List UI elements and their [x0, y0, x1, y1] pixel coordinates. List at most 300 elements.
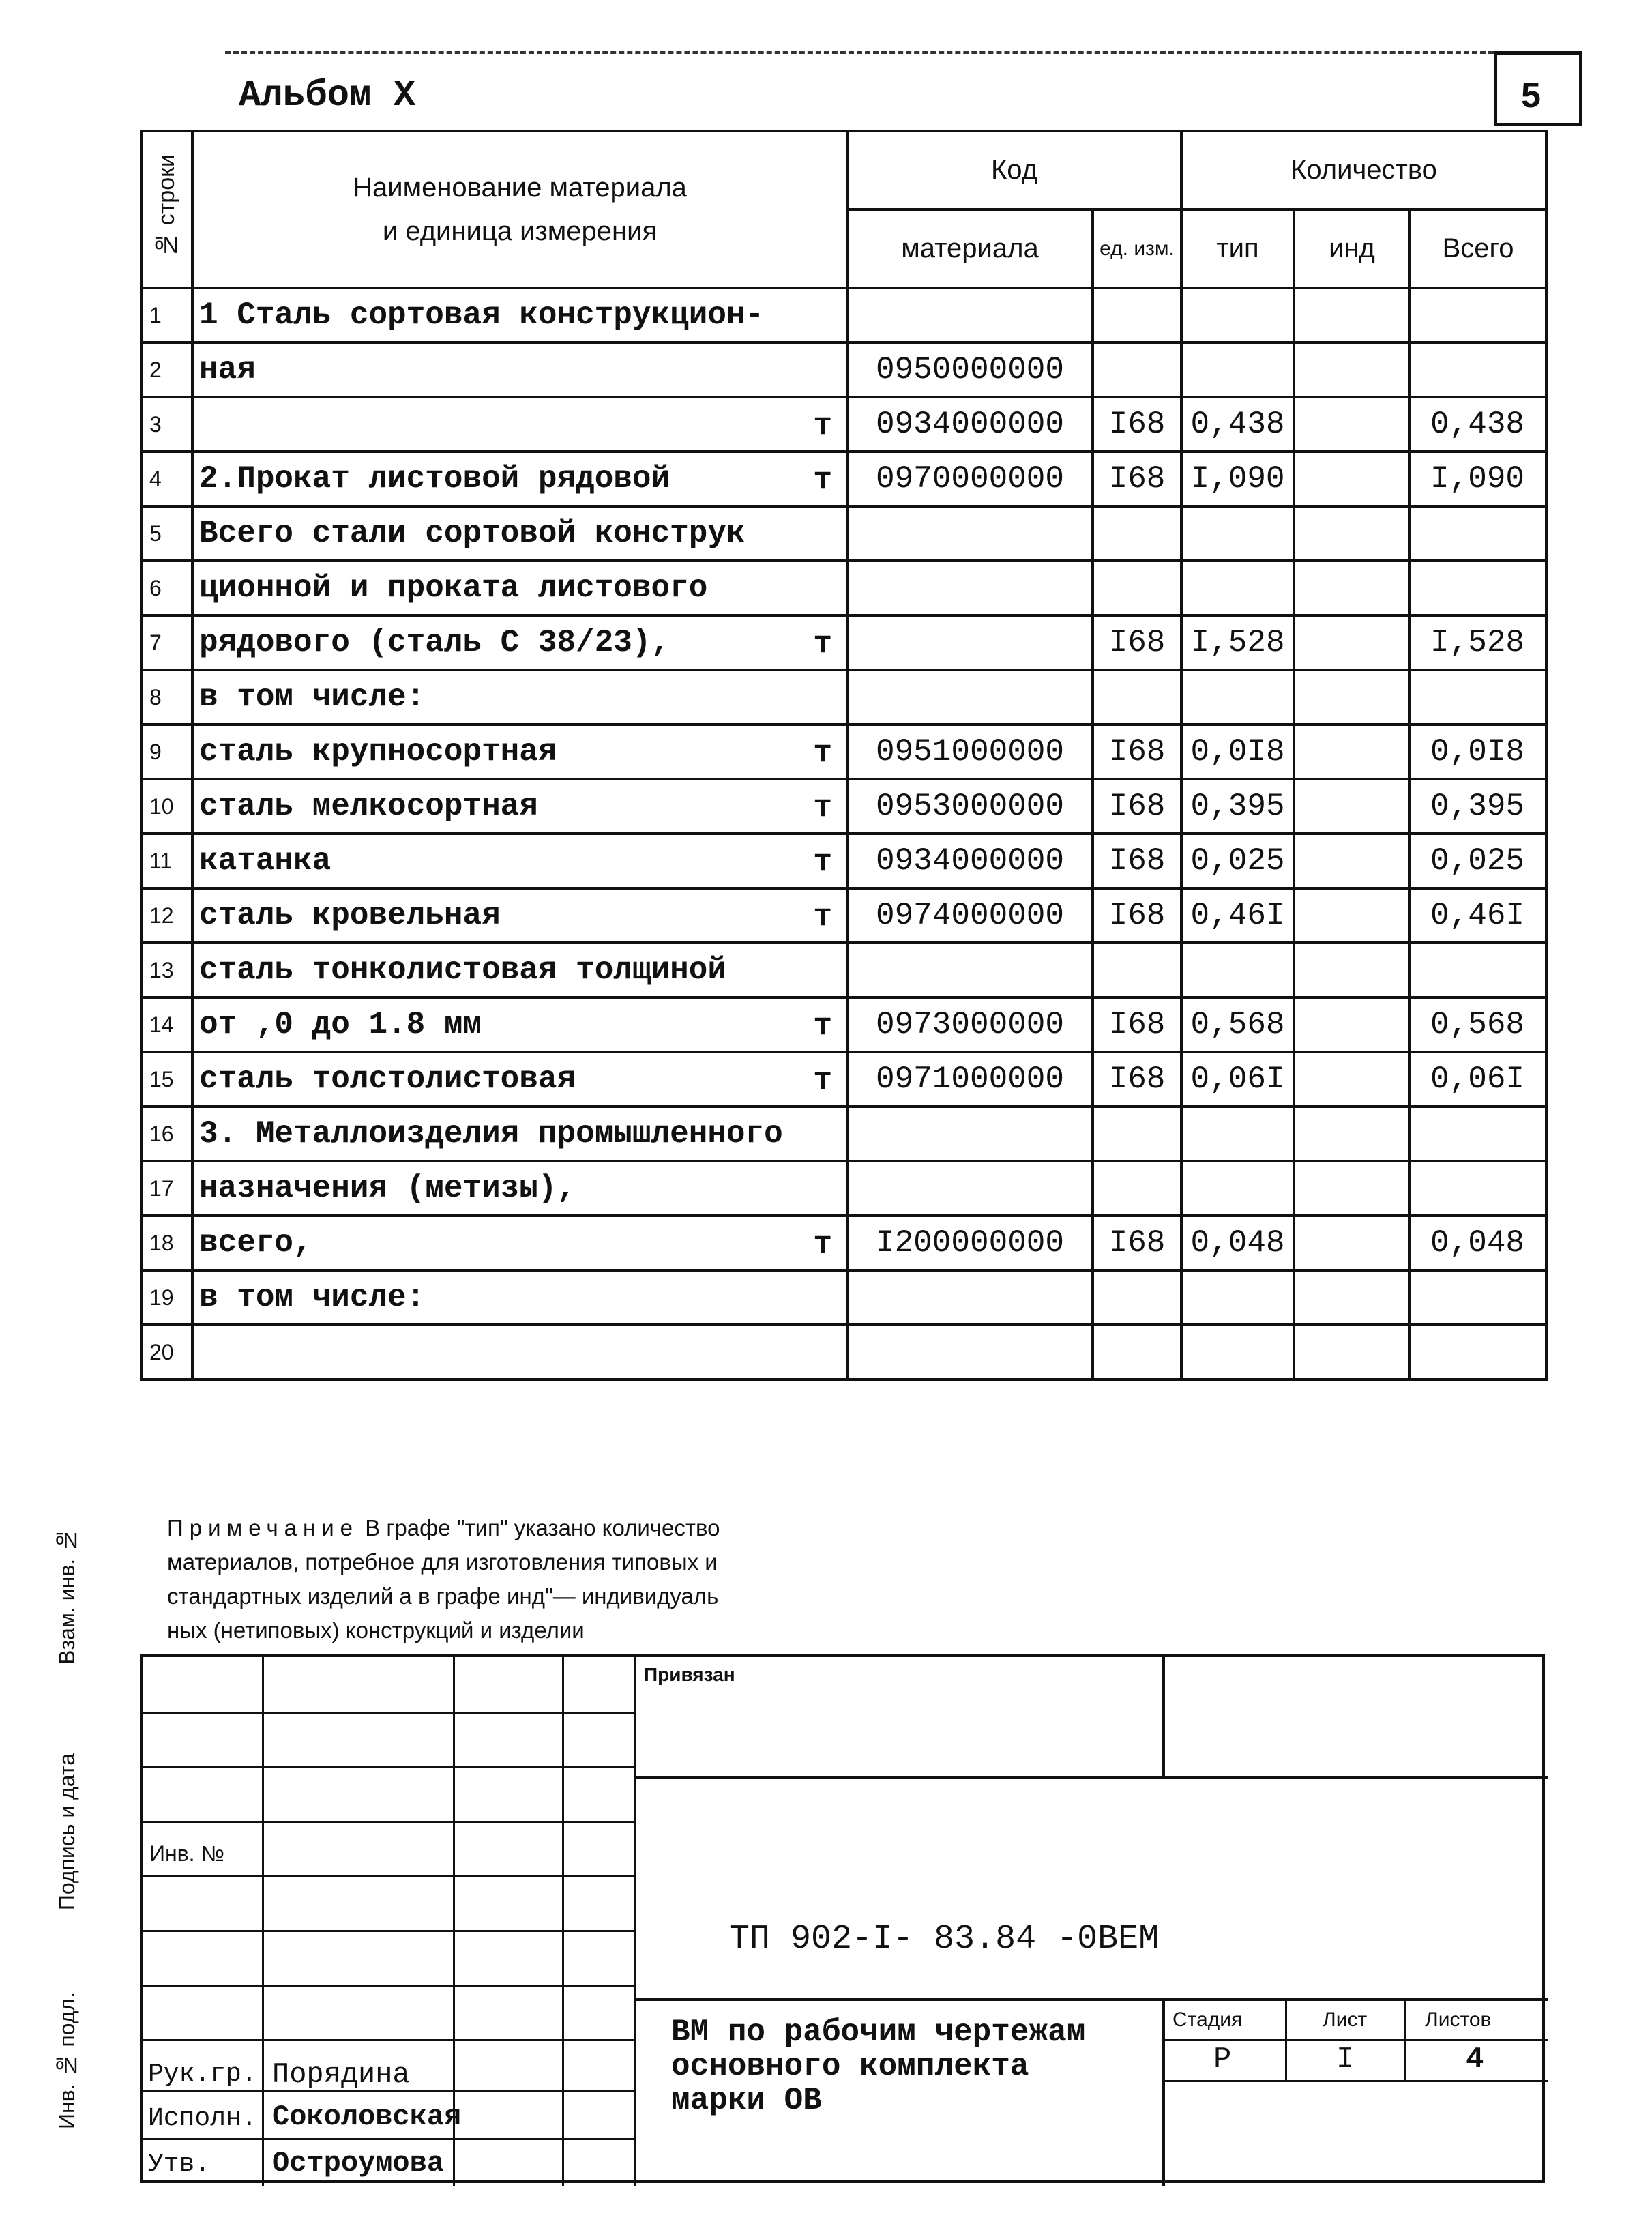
doc-title-line3: марки ОВ [671, 2083, 822, 2118]
row-number-text: 5 [149, 521, 162, 546]
sheet-value: I [1336, 2043, 1355, 2077]
unit-label: т [813, 790, 832, 825]
table-row [141, 888, 1546, 943]
material-name-text: от ,0 до 1.8 мм [199, 1007, 482, 1042]
qty-total [1410, 943, 1546, 997]
unit-code-text: I68 [1108, 1062, 1166, 1097]
row-number [141, 997, 192, 1052]
unit-code [1093, 779, 1181, 834]
material-code [847, 779, 1093, 834]
name-2: Соколовская [272, 2101, 462, 2133]
stamp-divider-stage [1162, 1998, 1165, 2186]
unit-code [1093, 1270, 1181, 1325]
material-name-text: Всего стали сортовой конструк [199, 516, 746, 551]
row-number [141, 288, 192, 342]
row-number-text: 4 [149, 466, 162, 491]
row-number [141, 342, 192, 397]
material-code-text: 0971000000 [875, 1062, 1065, 1097]
qty-total-text: I,528 [1430, 625, 1525, 660]
material-code [847, 506, 1093, 561]
table-row [141, 1270, 1546, 1325]
qty-ind [1294, 725, 1410, 779]
header-name-line2: и единица измерения [382, 216, 658, 246]
side-label-signature: Подпись и дата [55, 1753, 79, 1911]
material-name [192, 506, 847, 561]
qty-type [1181, 506, 1294, 561]
unit-code [1093, 943, 1181, 997]
qty-ind [1294, 834, 1410, 888]
note-heading: Примечание [167, 1515, 359, 1540]
role-3: Утв. [148, 2150, 211, 2179]
row-number [141, 1216, 192, 1270]
material-code [847, 288, 1093, 342]
side-label-replace: Взам. инв. № [55, 1528, 79, 1665]
qty-total-text: 0,46I [1430, 898, 1525, 933]
material-name-text: 2.Прокат листовой рядовой [199, 461, 670, 497]
unit-code [1093, 997, 1181, 1052]
role-1: Рук.гр. [148, 2060, 257, 2089]
qty-ind [1294, 779, 1410, 834]
material-name [192, 452, 847, 506]
unit-label: т [813, 1063, 832, 1098]
table-row [141, 397, 1546, 452]
qty-ind [1294, 1052, 1410, 1107]
doc-code: ТП 902-I- 83.84 -0ВЕМ [729, 1920, 1160, 1959]
material-code [847, 452, 1093, 506]
qty-type [1181, 1325, 1294, 1379]
qty-ind [1294, 1107, 1410, 1161]
qty-type-text: 0,06I [1190, 1062, 1285, 1097]
table-row [141, 725, 1546, 779]
qty-type-text: 0,395 [1190, 789, 1285, 824]
material-code [847, 561, 1093, 615]
row-number [141, 1325, 192, 1379]
stage-label: Стадия [1172, 2008, 1243, 2031]
material-code [847, 342, 1093, 397]
name-1: Порядина [272, 2058, 410, 2091]
material-name [192, 1161, 847, 1216]
stamp-grid-h6 [143, 1985, 634, 1987]
qty-type [1181, 779, 1294, 834]
material-code [847, 1161, 1093, 1216]
material-name [192, 997, 847, 1052]
material-name [192, 834, 847, 888]
row-number-text: 8 [149, 684, 162, 709]
header-total: Всего [1410, 209, 1546, 288]
material-name-text: всего, [199, 1225, 312, 1261]
unit-code-text: I68 [1108, 1225, 1166, 1261]
qty-type [1181, 1107, 1294, 1161]
inv-no-label: Инв. № [149, 1841, 224, 1866]
unit-code [1093, 1325, 1181, 1379]
unit-code [1093, 888, 1181, 943]
header-type: тип [1181, 209, 1294, 288]
material-code [847, 397, 1093, 452]
row-number [141, 943, 192, 997]
material-name [192, 1107, 847, 1161]
qty-ind [1294, 452, 1410, 506]
qty-type [1181, 670, 1294, 725]
qty-type [1181, 397, 1294, 452]
row-number [141, 670, 192, 725]
unit-code-text: I68 [1108, 734, 1166, 770]
unit-code-text: I68 [1108, 898, 1166, 933]
stamp-grid-h9 [143, 2138, 634, 2140]
stamp-grid-h2 [143, 1766, 634, 1768]
row-number-text: 20 [149, 1339, 174, 1364]
material-code-text: 0934000000 [875, 843, 1065, 879]
stamp-grid-h3 [143, 1821, 634, 1823]
qty-total [1410, 1052, 1546, 1107]
qty-total [1410, 888, 1546, 943]
header-unit: ед. изм. [1093, 209, 1181, 288]
qty-type [1181, 1270, 1294, 1325]
qty-total [1410, 1161, 1546, 1216]
material-name-text: в том числе: [199, 1280, 426, 1315]
qty-total [1410, 561, 1546, 615]
stamp-stage-hline [1162, 2039, 1548, 2041]
qty-total-text: 0,568 [1430, 1007, 1525, 1042]
sheet-number: 5 [1521, 76, 1541, 115]
doc-title-line2: основного комплекта [671, 2049, 1029, 2084]
qty-type-text: 0,438 [1190, 407, 1285, 442]
qty-type [1181, 615, 1294, 670]
row-number-text: 6 [149, 575, 162, 600]
table-row [141, 670, 1546, 725]
material-code [847, 888, 1093, 943]
material-code [847, 997, 1093, 1052]
material-name-text: катанка [199, 843, 331, 879]
unit-code [1093, 397, 1181, 452]
qty-total [1410, 670, 1546, 725]
qty-total-text: 0,438 [1430, 407, 1525, 442]
row-number [141, 725, 192, 779]
unit-code [1093, 725, 1181, 779]
material-name [192, 1052, 847, 1107]
qty-total-text: 0,025 [1430, 843, 1525, 879]
qty-total [1410, 1270, 1546, 1325]
table-row [141, 342, 1546, 397]
material-code [847, 670, 1093, 725]
material-name [192, 670, 847, 725]
material-code-text: I200000000 [875, 1225, 1065, 1261]
unit-label: т [813, 408, 832, 443]
unit-code [1093, 1161, 1181, 1216]
qty-ind [1294, 561, 1410, 615]
header-ind: инд [1294, 209, 1410, 288]
qty-ind [1294, 943, 1410, 997]
qty-ind [1294, 506, 1410, 561]
row-number [141, 615, 192, 670]
row-number-text: 9 [149, 739, 162, 764]
stamp-stage-vline1 [1285, 1998, 1287, 2080]
qty-total [1410, 397, 1546, 452]
material-name-text: 1 Сталь сортовая конструкцион- [199, 297, 765, 333]
unit-code [1093, 670, 1181, 725]
row-number-text: 17 [149, 1175, 174, 1201]
qty-type [1181, 288, 1294, 342]
material-name-text: сталь толстолистовая [199, 1062, 576, 1097]
row-number-text: 1 [149, 302, 162, 327]
row-number [141, 1161, 192, 1216]
qty-type [1181, 1052, 1294, 1107]
unit-code-text: I68 [1108, 407, 1166, 442]
material-code-text: 0951000000 [875, 734, 1065, 770]
sheet-label: Лист [1323, 2008, 1368, 2031]
stamp-grid-h7 [143, 2039, 634, 2041]
unit-label: т [813, 1227, 832, 1262]
row-number-text: 12 [149, 903, 174, 928]
material-name [192, 725, 847, 779]
material-code-text: 0970000000 [875, 461, 1065, 497]
material-code [847, 834, 1093, 888]
stamp-hline-1 [634, 1776, 1548, 1779]
row-number [141, 888, 192, 943]
qty-type-text: 0,048 [1190, 1225, 1285, 1261]
row-number [141, 1052, 192, 1107]
material-name-text: ная [199, 352, 256, 387]
table-row [141, 943, 1546, 997]
row-number-text: 15 [149, 1066, 174, 1092]
note-line3: стандартных изделий а в графе инд"— индивидуаль [167, 1583, 719, 1609]
qty-total-text: 0,395 [1430, 789, 1525, 824]
qty-total [1410, 1325, 1546, 1379]
material-name [192, 1325, 847, 1379]
row-number [141, 452, 192, 506]
qty-total [1410, 997, 1546, 1052]
unit-code [1093, 342, 1181, 397]
table-row [141, 997, 1546, 1052]
qty-ind [1294, 997, 1410, 1052]
qty-type [1181, 452, 1294, 506]
unit-code-text: I68 [1108, 843, 1166, 879]
table-row [141, 779, 1546, 834]
materials-table [140, 130, 1548, 1381]
material-code [847, 1216, 1093, 1270]
stamp-grid-h5 [143, 1930, 634, 1932]
table-row [141, 506, 1546, 561]
title-block [140, 1654, 1545, 2183]
unit-code [1093, 1052, 1181, 1107]
header-name-line1: Наименование материала [353, 173, 687, 203]
side-labels [55, 1528, 95, 2183]
qty-total [1410, 779, 1546, 834]
material-name [192, 943, 847, 997]
qty-total [1410, 1216, 1546, 1270]
qty-ind [1294, 888, 1410, 943]
table-row [141, 1161, 1546, 1216]
qty-total [1410, 725, 1546, 779]
qty-ind [1294, 1161, 1410, 1216]
qty-type [1181, 561, 1294, 615]
table-header-row [141, 131, 1546, 209]
stamp-stage-vline2 [1404, 1998, 1406, 2080]
role-2: Исполн. [148, 2104, 257, 2133]
material-code [847, 1325, 1093, 1379]
material-code [847, 725, 1093, 779]
material-name-text: сталь кровельная [199, 898, 501, 933]
row-number-text: 13 [149, 957, 174, 982]
qty-type [1181, 888, 1294, 943]
sheets-label: Листов [1425, 2008, 1492, 2031]
unit-code-text: I68 [1108, 461, 1166, 497]
material-code [847, 1107, 1093, 1161]
qty-total-text: 0,06I [1430, 1062, 1525, 1097]
material-code-text: 0953000000 [875, 789, 1065, 824]
qty-total-text: 0,0I8 [1430, 734, 1525, 770]
unit-label: т [813, 626, 832, 662]
qty-ind [1294, 397, 1410, 452]
unit-code [1093, 452, 1181, 506]
qty-type-text: I,528 [1190, 625, 1285, 660]
material-name-text: назначения (метизы), [199, 1171, 576, 1206]
material-code-text: 0974000000 [875, 898, 1065, 933]
material-code [847, 943, 1093, 997]
sheets-value: 4 [1466, 2043, 1484, 2077]
unit-label: т [813, 845, 832, 880]
table-row [141, 1107, 1546, 1161]
unit-code-text: I68 [1108, 1007, 1166, 1042]
row-number [141, 779, 192, 834]
note-block [167, 1511, 1190, 1648]
unit-code [1093, 561, 1181, 615]
row-number-text: 18 [149, 1230, 174, 1255]
qty-type [1181, 943, 1294, 997]
material-name [192, 561, 847, 615]
material-name-text: ционной и проката листового [199, 570, 708, 606]
name-3: Остроумова [272, 2147, 445, 2180]
material-code-text: 0973000000 [875, 1007, 1065, 1042]
stamp-stage-hline2 [1162, 2080, 1548, 2082]
material-name [192, 342, 847, 397]
qty-total [1410, 506, 1546, 561]
qty-type [1181, 342, 1294, 397]
unit-label: т [813, 1008, 832, 1044]
qty-type-text: 0,0I8 [1190, 734, 1285, 770]
stamp-grid-v1 [262, 1657, 264, 2186]
material-code [847, 615, 1093, 670]
qty-type [1181, 1216, 1294, 1270]
table-row [141, 1325, 1546, 1379]
unit-code [1093, 615, 1181, 670]
qty-total-text: I,090 [1430, 461, 1525, 497]
qty-type [1181, 1161, 1294, 1216]
stage-value: Р [1213, 2043, 1232, 2077]
row-number [141, 397, 192, 452]
qty-ind [1294, 615, 1410, 670]
unit-label: т [813, 735, 832, 771]
qty-type-text: 0,025 [1190, 843, 1285, 879]
material-name [192, 288, 847, 342]
unit-label: т [813, 899, 832, 935]
material-name-text: рядового (сталь С 38/23), [199, 625, 670, 660]
material-name-text: сталь тонколистовая толщиной [199, 952, 726, 988]
header-quantity: Количество [1181, 131, 1546, 209]
qty-total [1410, 834, 1546, 888]
qty-total [1410, 342, 1546, 397]
top-border-line [225, 51, 1494, 54]
header-name [192, 131, 847, 288]
material-name-text: в том числе: [199, 679, 426, 715]
row-number [141, 834, 192, 888]
material-name-text: сталь мелкосортная [199, 789, 538, 824]
stamp-grid-v3 [562, 1657, 564, 2186]
header-code: Код [847, 131, 1181, 209]
table-row [141, 561, 1546, 615]
material-name-text: сталь крупносортная [199, 734, 557, 770]
row-number [141, 561, 192, 615]
qty-type-text: I,090 [1190, 461, 1285, 497]
note-line2: материалов, потребное для изготовления типовых и [167, 1549, 718, 1575]
row-number-text: 7 [149, 630, 162, 655]
material-code [847, 1052, 1093, 1107]
material-code-text: 0950000000 [875, 352, 1065, 387]
row-number-text: 10 [149, 793, 174, 819]
unit-code [1093, 834, 1181, 888]
doc-title [671, 2015, 1085, 2118]
table-row [141, 1052, 1546, 1107]
qty-ind [1294, 288, 1410, 342]
unit-code [1093, 1107, 1181, 1161]
qty-total-text: 0,048 [1430, 1225, 1525, 1261]
material-name [192, 615, 847, 670]
row-number-text: 16 [149, 1121, 174, 1146]
table-row [141, 615, 1546, 670]
qty-type-text: 0,568 [1190, 1007, 1285, 1042]
side-label-inv: Инв. № подл. [55, 1992, 79, 2129]
material-name [192, 888, 847, 943]
stamp-divider-main [634, 1657, 636, 2186]
qty-total [1410, 452, 1546, 506]
table-row [141, 288, 1546, 342]
qty-ind [1294, 1216, 1410, 1270]
stamp-divider-priv [1162, 1657, 1165, 1776]
note-line4: ных (нетиповых) конструкций и изделии [167, 1618, 585, 1643]
unit-code [1093, 288, 1181, 342]
unit-code [1093, 1216, 1181, 1270]
material-name-text: 3. Металлоизделия промышленного [199, 1116, 783, 1152]
note-line1: В графе "тип" указано количество [365, 1515, 720, 1540]
material-code [847, 1270, 1093, 1325]
qty-total [1410, 1107, 1546, 1161]
header-rownum: № строки [141, 131, 192, 288]
row-number-text: 3 [149, 411, 162, 437]
qty-type [1181, 997, 1294, 1052]
album-label: Альбом X [239, 75, 416, 117]
table-row [141, 834, 1546, 888]
row-number-text: 2 [149, 357, 162, 382]
material-code-text: 0934000000 [875, 407, 1065, 442]
privyazan-label: Привязан [644, 1664, 735, 1685]
doc-title-line1: ВМ по рабочим чертежам [671, 2015, 1086, 2050]
header-material: материала [847, 209, 1093, 288]
material-name [192, 1270, 847, 1325]
qty-type-text: 0,46I [1190, 898, 1285, 933]
qty-ind [1294, 342, 1410, 397]
qty-type [1181, 834, 1294, 888]
unit-code-text: I68 [1108, 625, 1166, 660]
stamp-hline-2 [634, 1998, 1548, 2001]
material-name [192, 397, 847, 452]
table-row [141, 452, 1546, 506]
row-number [141, 1270, 192, 1325]
row-number-text: 11 [149, 848, 173, 873]
row-number-text: 19 [149, 1285, 174, 1310]
qty-ind [1294, 1325, 1410, 1379]
row-number [141, 1107, 192, 1161]
material-name [192, 779, 847, 834]
unit-code [1093, 506, 1181, 561]
